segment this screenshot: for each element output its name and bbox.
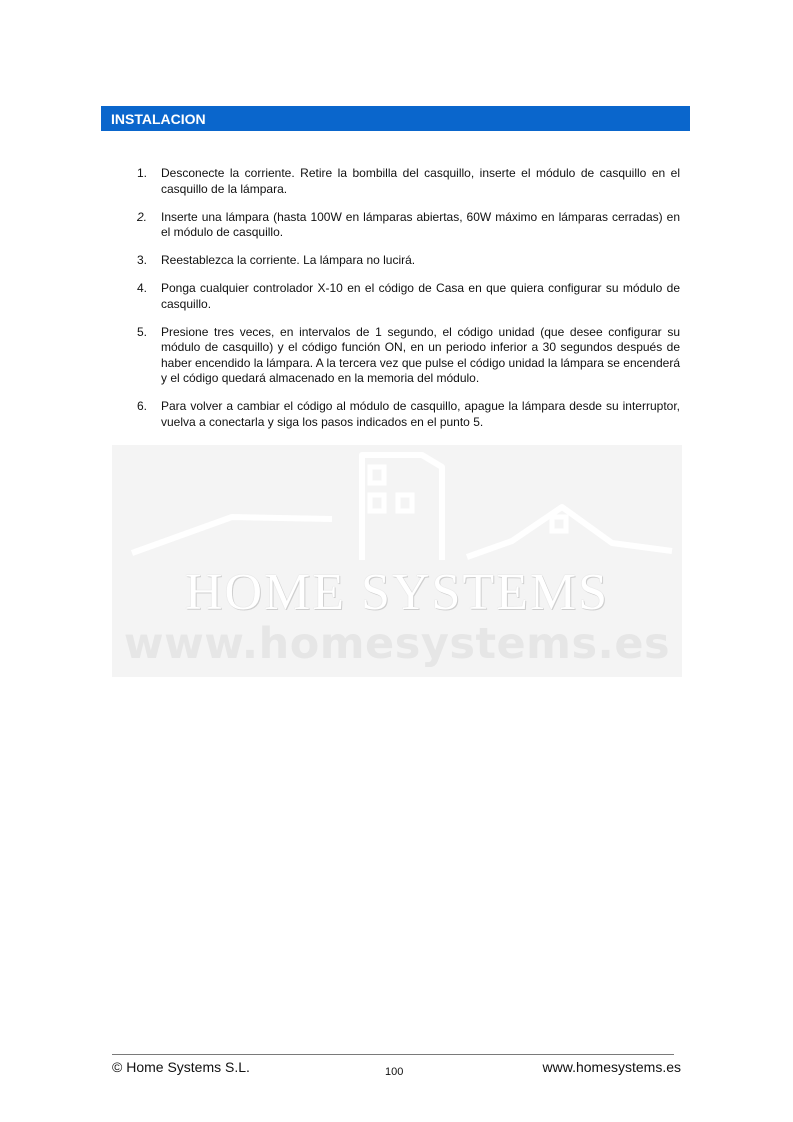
step-text: Presione tres veces, en intervalos de 1 segundo, el código unidad (que desee configurar su módulo de casquillo) y el código función ON, en un periodo inferior a 30 segundos después de haber encendido la lámpara. A la tercera vez que pulse el código unidad la lámpara se encenderá y el código quedará almacenado en la memoria del módulo.	[161, 324, 681, 385]
step-text: Desconecte la corriente. Retire la bombilla del casquillo, inserte el módulo de casquillo en el casquillo de la lámpara.	[161, 166, 680, 196]
step-text: Ponga cualquier controlador X-10 en el código de Casa en que quiera configurar su módulo de casquillo.	[161, 281, 680, 311]
step-number: 1.	[137, 166, 148, 180]
step-number: 4.	[137, 281, 148, 295]
list-item	[137, 166, 680, 197]
step-number: 2.	[137, 209, 148, 224]
step-number: 3.	[137, 253, 148, 267]
list-item	[137, 325, 680, 387]
list-item	[137, 253, 680, 269]
footer-copyright: © Home Systems S.L.	[112, 1059, 250, 1075]
step-text: Inserte una lámpara (hasta 100W en lámparas abiertas, 60W máximo en lámparas cerradas) en el módulo de casquillo.	[161, 209, 680, 239]
watermark-brand: HOME SYSTEMS	[184, 564, 610, 621]
step-text: Reestablezca la corriente. La lámpara no lucirá.	[161, 253, 416, 267]
step-text: Para volver a cambiar el código al módulo de casquillo, apague la lámpara desde su interruptor, vuelva a conectarla y siga los pasos indicados en el punto 5.	[161, 399, 680, 429]
list-item	[137, 210, 680, 241]
watermark-url: www.homesystems.es	[123, 619, 671, 669]
step-number: 5.	[137, 324, 148, 339]
watermark-logo	[112, 445, 682, 677]
list-item	[137, 399, 680, 430]
section-title: INSTALACION	[101, 106, 690, 131]
step-number: 6.	[137, 399, 148, 413]
footer-website: www.homesystems.es	[542, 1059, 681, 1075]
footer-divider	[112, 1054, 674, 1055]
installation-steps	[137, 166, 680, 443]
page-number: 100	[385, 1066, 404, 1078]
list-item	[137, 281, 680, 312]
